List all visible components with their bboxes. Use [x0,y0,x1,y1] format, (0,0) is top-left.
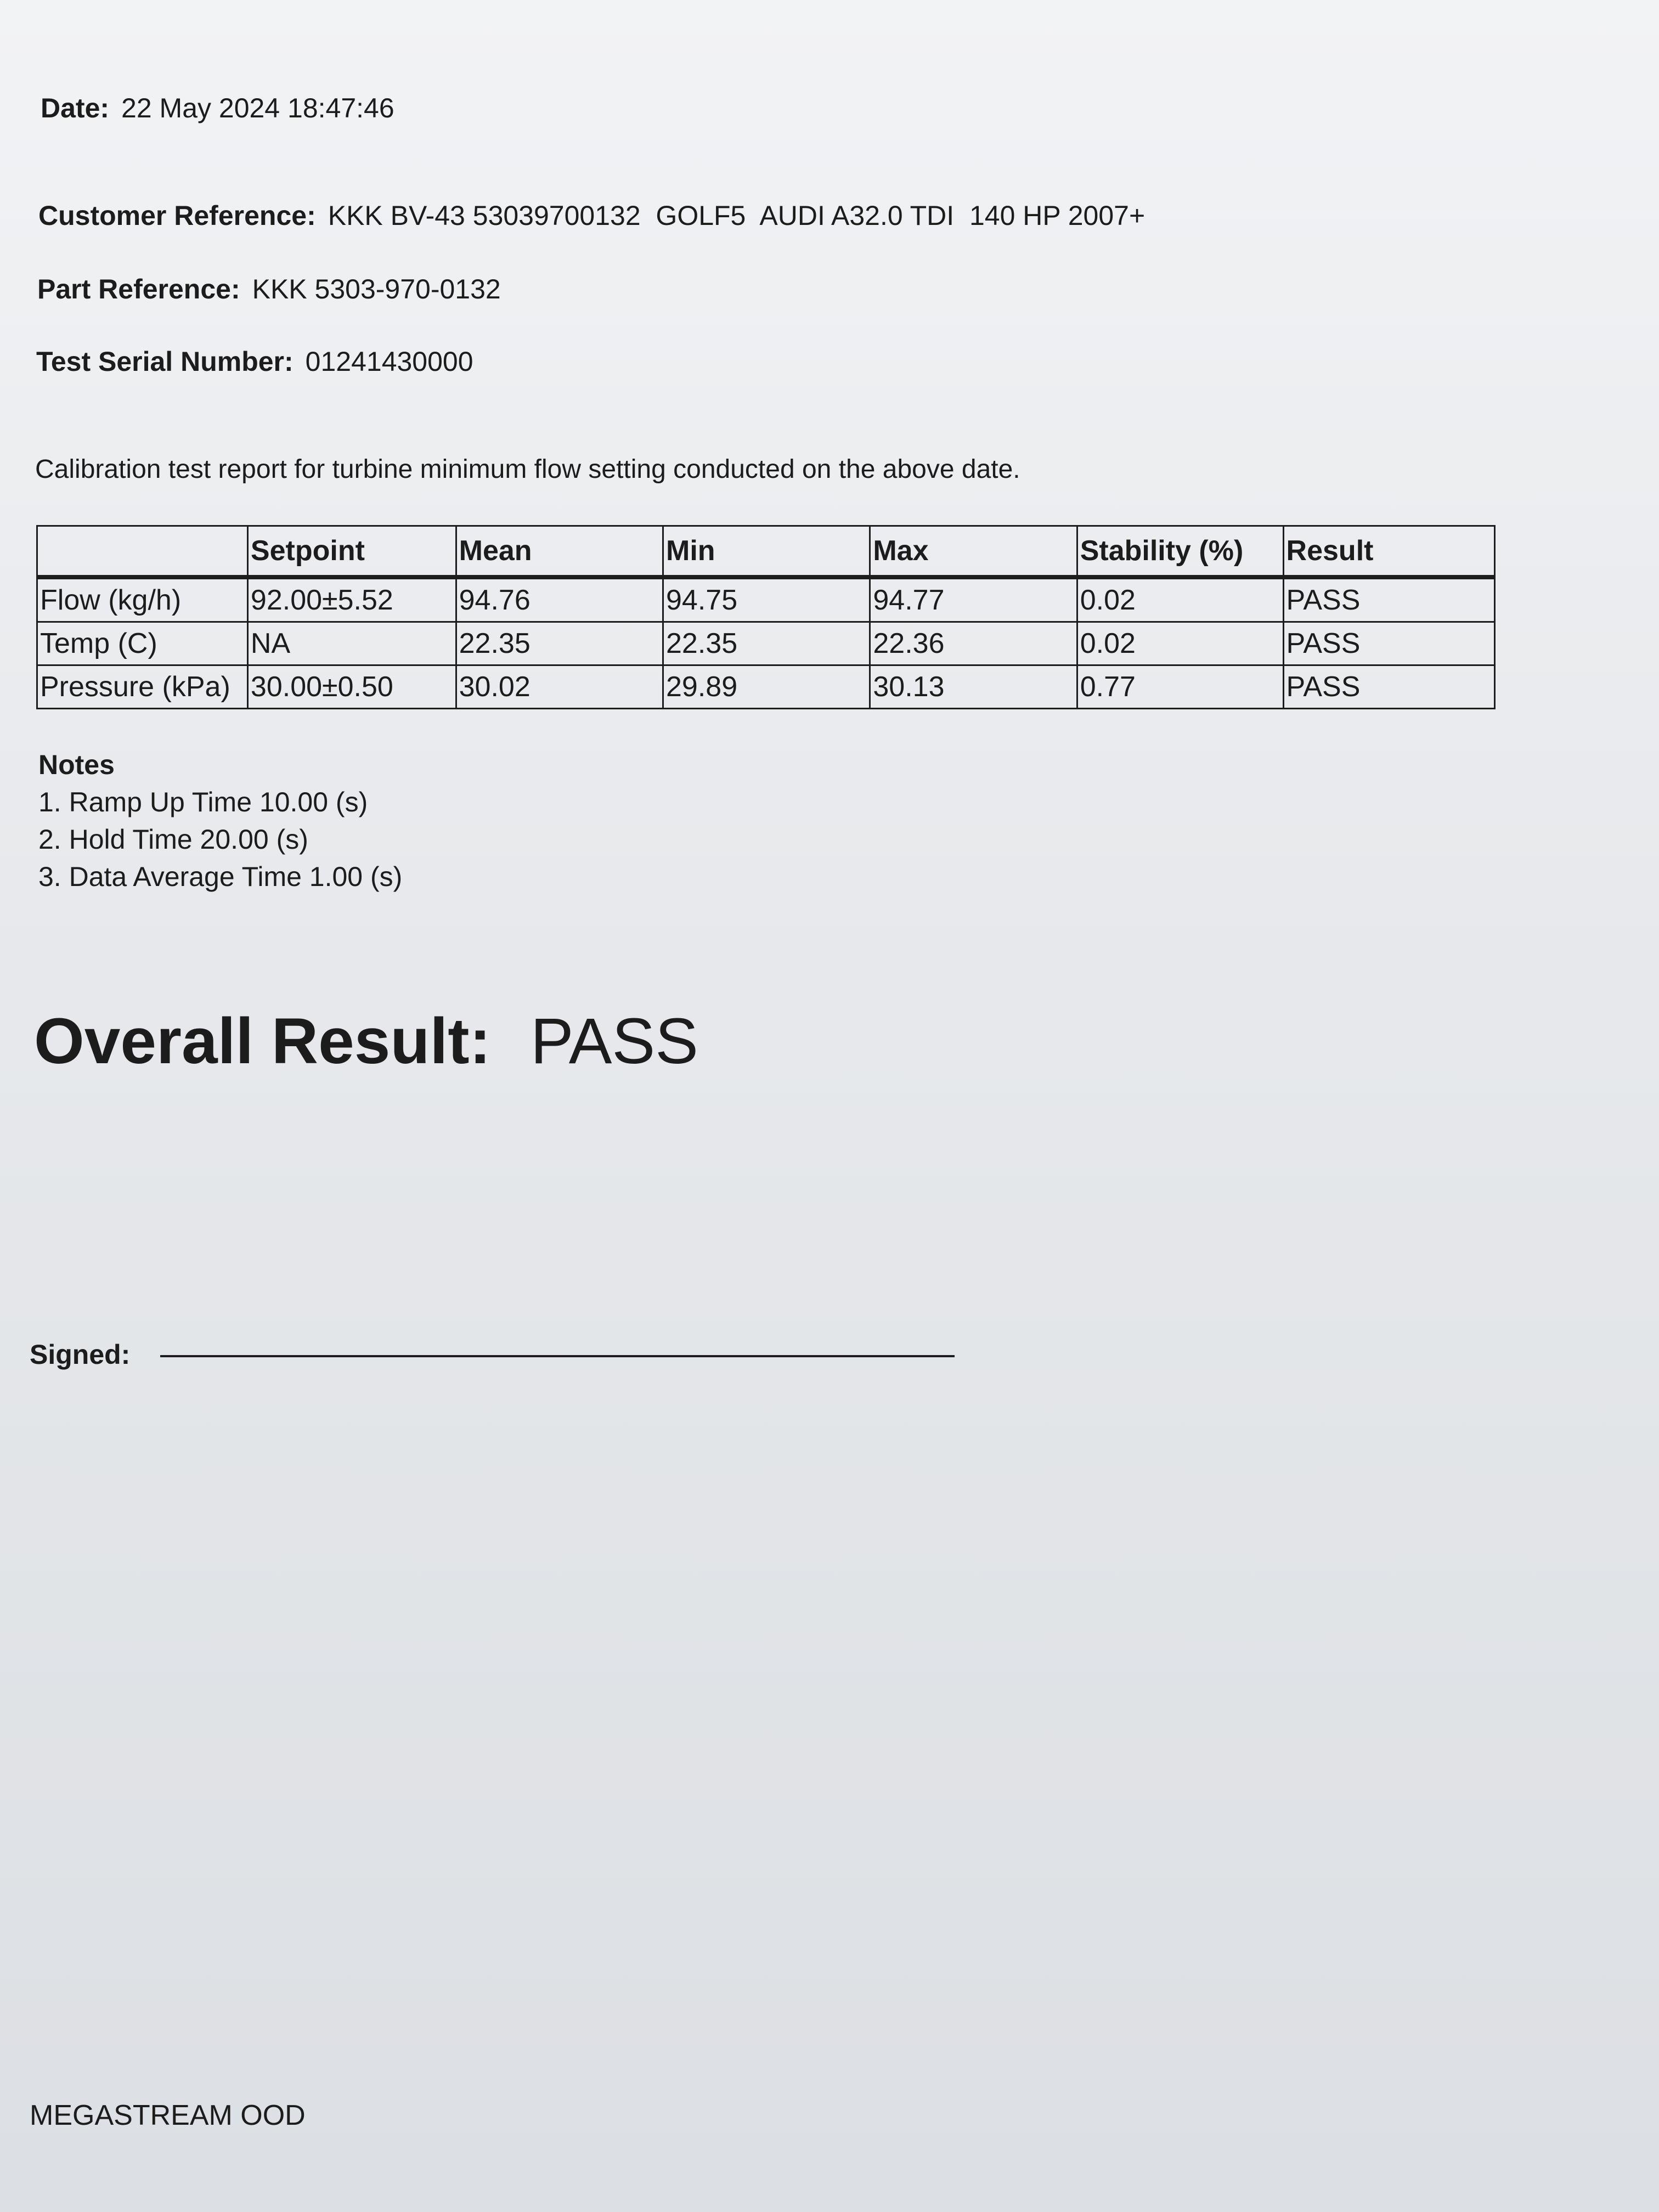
table-cell: 22.35 [456,622,663,665]
table-cell: PASS [1283,577,1494,622]
report-description: Calibration test report for turbine minimum flow setting conducted on the above date. [35,455,1020,484]
table-header-cell: Stability (%) [1077,526,1283,578]
table-cell: 94.77 [870,577,1077,622]
list-item: 2. Hold Time 20.00 (s) [38,824,308,855]
test-serial-number-field [36,346,473,377]
table-cell: 30.02 [456,665,663,709]
table-cell: 0.77 [1077,665,1283,709]
table-header-cell: Setpoint [247,526,456,578]
table-cell: Temp (C) [37,622,248,665]
customer-reference-field [38,200,1145,232]
customer-reference-label: Customer Reference: [38,200,316,231]
signature-line [160,1355,955,1357]
table-cell: 92.00±5.52 [247,577,456,622]
table-cell: 30.13 [870,665,1077,709]
table-header-cell [37,526,248,578]
table-cell: 22.36 [870,622,1077,665]
date-value: 22 May 2024 18:47:46 [121,93,394,123]
table-header-row [37,526,1495,578]
table-cell: 29.89 [663,665,870,709]
table-header-cell: Result [1283,526,1494,578]
table-cell: PASS [1283,665,1494,709]
date-label: Date: [41,93,110,123]
notes-title: Notes [38,749,115,780]
table-header-cell: Min [663,526,870,578]
table-header-cell: Mean [456,526,663,578]
notes-list [38,783,402,895]
list-item: 1. Ramp Up Time 10.00 (s) [38,787,368,817]
overall-result-value: PASS [530,1005,698,1077]
table-cell: 22.35 [663,622,870,665]
part-reference-label: Part Reference: [37,274,240,304]
table-cell: Pressure (kPa) [37,665,248,709]
list-item: 3. Data Average Time 1.00 (s) [38,861,403,892]
company-name: MEGASTREAM OOD [30,2100,306,2131]
table-cell: 0.02 [1077,622,1283,665]
results-table [36,525,1496,709]
table-row [37,577,1495,622]
table-row [37,622,1495,665]
table-header-cell: Max [870,526,1077,578]
table-cell: 94.75 [663,577,870,622]
signed-label: Signed: [30,1339,131,1370]
table-cell: Flow (kg/h) [37,577,248,622]
date-field [41,92,394,124]
table-cell: NA [247,622,456,665]
test-serial-number-label: Test Serial Number: [36,346,294,377]
table-cell: 0.02 [1077,577,1283,622]
table-row [37,665,1495,709]
test-serial-number-value: 01241430000 [305,346,473,377]
table-cell: 94.76 [456,577,663,622]
part-reference-value: KKK 5303-970-0132 [252,274,501,304]
table-cell: PASS [1283,622,1494,665]
table-cell: 30.00±0.50 [247,665,456,709]
overall-result [34,1004,698,1079]
part-reference-field [37,273,501,305]
overall-result-label: Overall Result: [34,1005,491,1077]
notes-section [38,746,402,895]
customer-reference-value: KKK BV-43 53039700132 GOLF5 AUDI A32.0 TDI 140 HP 2007+ [328,200,1146,231]
